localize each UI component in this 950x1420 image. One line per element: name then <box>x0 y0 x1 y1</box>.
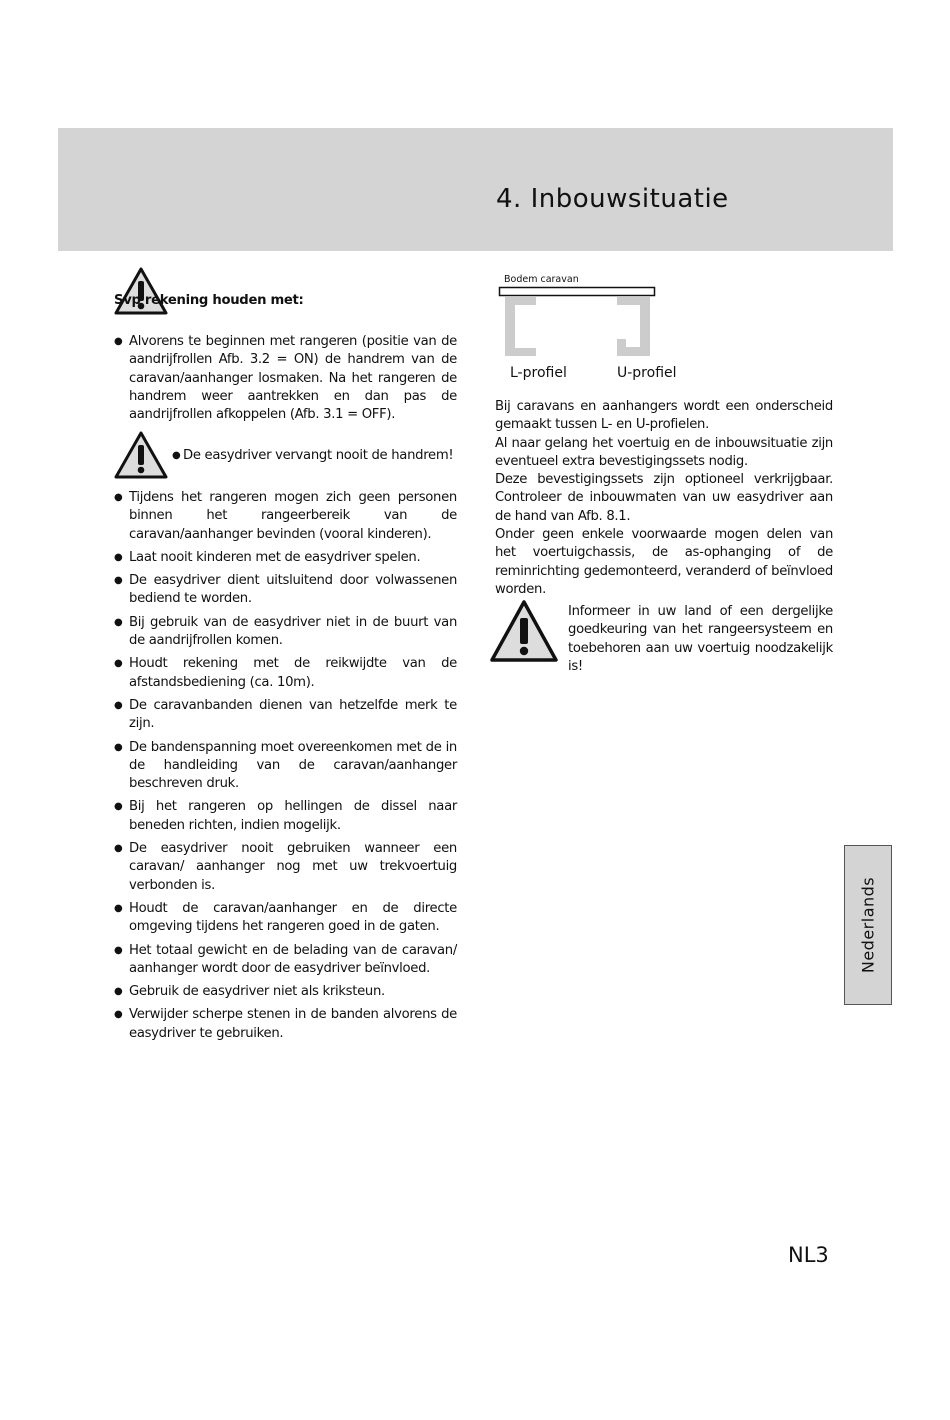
u-profile-label: U-profiel <box>617 365 677 381</box>
bullet-icon: ● <box>114 492 123 503</box>
list-item <box>114 798 457 835</box>
installation-paragraph: Bij caravans en aanhangers wordt een onderscheid gemaakt tussen L- en U-profielen. Al naar gelang het voertuig en de inbouwsituatie zijn eventueel extra bevestigingssets nodig. Deze bevestigingssets zijn optioneel verkrijgbaar. Controleer de inbouwmaten van uw easydriver aan de hand van Afb. 8.1. Onder geen enkele voorwaarde mogen delen van het voertuigchassis, de as-ophanging of de reminrichting gedemonteerd, veranderd of beïnvloed worden. <box>495 399 833 597</box>
bullet-text: Laat nooit kinderen met de easydriver spelen. <box>129 549 421 565</box>
warning-icon <box>114 431 168 479</box>
handbrake-warning: ● De easydriver vervangt nooit de handrem! <box>172 447 462 470</box>
list-item <box>114 655 457 692</box>
approval-warning: Informeer in uw land of een dergelijke goedkeuring van het rangeersysteem en toebehoren aan uw voertuig noodzakelijk is! <box>568 604 833 674</box>
caution-heading: Svp rekening houden met: <box>114 293 304 308</box>
page-number: NL3 <box>788 1243 829 1267</box>
bullet-text: De easydriver dient uitsluitend door volwassenen bediend te worden. <box>129 573 457 607</box>
bullet-icon: ● <box>114 741 123 753</box>
bullet-text: Verwijder scherpe stenen in de banden alvorens de easydriver te gebruiken. <box>129 1007 457 1041</box>
bullet-icon: ● <box>114 616 123 628</box>
profile-shapes <box>495 284 665 360</box>
l-profile-label: L-profiel <box>510 365 567 381</box>
list-item <box>114 572 457 609</box>
safety-list <box>114 489 457 1048</box>
bullet-icon: ● <box>114 551 123 563</box>
list-item <box>114 614 457 651</box>
list-item <box>114 739 457 794</box>
bullet-icon: ● <box>114 902 123 914</box>
warning-icon <box>490 600 558 662</box>
first-bullet: ● Alvorens te beginnen met rangeren (positie van de aandrijfrollen Afb. 3.2 = ON) de handrem van de caravan/aanhanger losmaken. Na het rangeren de handrem weer aantrekken en dan pas de aandrijfrollen afkoppelen (Afb. 3.1 = OFF). <box>114 333 457 429</box>
page-title: 4. Inbouwsituatie <box>496 184 729 214</box>
list-item <box>114 697 457 734</box>
bullet-text: De bandenspanning moet overeenkomen met de in de handleiding van de caravan/aanhanger beschreven druk. <box>129 739 457 792</box>
list-item <box>114 489 457 544</box>
list-item <box>114 983 457 1001</box>
list-item <box>114 942 457 979</box>
bullet-icon: ● <box>114 801 123 813</box>
list-item <box>114 900 457 937</box>
bullet-text: Het totaal gewicht en de belading van de caravan/ aanhanger wordt door de easydriver beïnvloed. <box>129 942 457 976</box>
bullet-text: Gebruik de easydriver niet als kriksteun. <box>129 984 385 1000</box>
list-item <box>114 840 457 895</box>
floor-label: Bodem caravan <box>504 274 579 285</box>
language-tab <box>844 845 892 1005</box>
bullet-text: Houdt de caravan/aanhanger en de directe omgeving tijdens het rangeren goed in de gaten. <box>129 900 457 935</box>
header-band <box>58 128 893 251</box>
list-item <box>114 1006 457 1043</box>
bullet-text: Bij gebruik van de easydriver niet in de buurt van de aandrijfrollen komen. <box>129 614 457 649</box>
bullet-icon: ● <box>114 944 123 956</box>
bullet-icon: ● <box>114 699 123 711</box>
bullet-text: Tijdens het rangeren mogen zich geen personen binnen het rangeerbereik van de caravan/aanhanger bevinden (vooral kinderen). <box>129 490 457 542</box>
bullet-text: Alvorens te beginnen met rangeren (positie van de aandrijfrollen Afb. 3.2 = ON) de handrem van de caravan/aanhanger losmaken. Na het rangeren de handrem weer aantrekken en dan pas de aandrijfrollen afkoppelen (Afb. 3.1 = OFF). <box>129 334 457 423</box>
bullet-icon: ● <box>114 658 123 670</box>
bullet-icon: ● <box>114 986 123 998</box>
bullet-text: De caravanbanden dienen van hetzelfde merk te zijn. <box>129 697 457 732</box>
bullet-text: De easydriver nooit gebruiken wanneer een caravan/ aanhanger nog met uw trekvoertuig verbonden is. <box>129 841 457 893</box>
bullet-icon: ● <box>114 1009 123 1021</box>
language-label: Nederlands <box>858 876 878 974</box>
bullet-icon: ● <box>114 843 123 855</box>
bullet-text: Bij het rangeren op hellingen de dissel naar beneden richten, indien mogelijk. <box>129 799 457 833</box>
bullet-icon: ● <box>114 575 123 587</box>
bullet-text: Houdt rekening met de reikwijdte van de afstandsbediening (ca. 10m). <box>129 656 457 690</box>
list-item <box>114 549 457 567</box>
bullet-text: De easydriver vervangt nooit de handrem! <box>183 448 454 463</box>
